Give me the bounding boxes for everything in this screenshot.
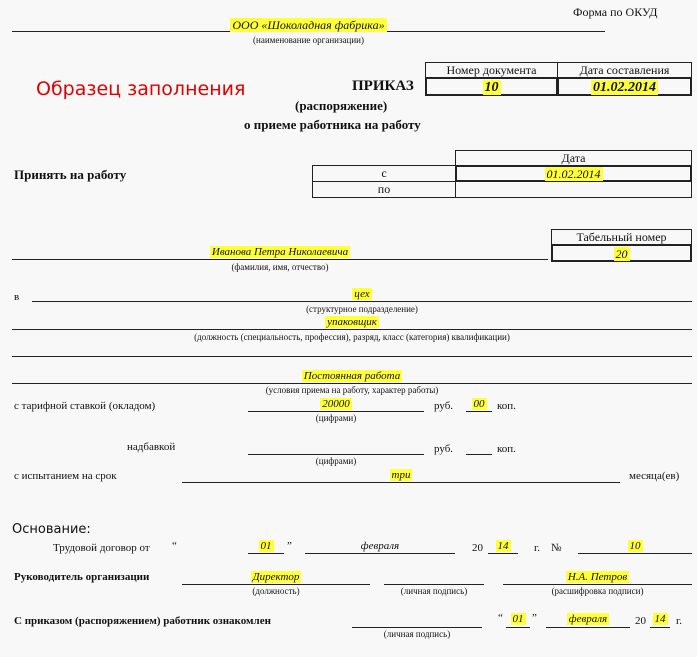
head-label: Руководитель организации (14, 571, 150, 583)
department-value: цех (354, 288, 370, 300)
doc-number-header: Номер документа (425, 62, 558, 78)
head-position-line (182, 584, 370, 585)
contract-day-value: 01 (260, 540, 272, 552)
hire-label: Принять на работу (14, 167, 127, 182)
hire-to-label: по (312, 181, 456, 198)
contract-month-line (305, 553, 455, 554)
contract-year-prefix: 20 (472, 542, 483, 554)
org-name-caption: (наименование организации) (253, 35, 364, 45)
ack-day-line (506, 627, 530, 628)
contract-year-field[interactable] (488, 540, 518, 552)
name-caption: (фамилия, имя, отчество) (231, 262, 329, 272)
ack-quote-open: “ (498, 612, 503, 624)
position-line (12, 329, 692, 330)
contract-number-line (578, 553, 692, 554)
tab-number-value: 20 (615, 247, 628, 261)
basis-label: Основание: (12, 522, 91, 537)
head-name-caption: (расшифровка подписи) (551, 586, 644, 596)
contract-label: Трудовой договор от (53, 542, 150, 554)
work-type-value: Постоянная работа (303, 370, 401, 382)
contract-day-line (248, 553, 284, 554)
bonus-kop-label: коп. (497, 443, 516, 455)
contract-number-value: 10 (629, 540, 641, 552)
position-caption: (должность (специальность, профессия), разряд, класс (категория) квалификации) (194, 332, 510, 342)
salary-label: с тарифной ставкой (окладом) (14, 400, 156, 412)
months-label: месяца(ев) (629, 470, 680, 482)
head-position-field[interactable] (182, 571, 370, 583)
ack-year-value: 14 (654, 613, 666, 625)
contract-quote-open: “ (172, 540, 177, 552)
ack-year-field[interactable] (650, 613, 670, 625)
department-caption: (структурное подразделение) (306, 304, 418, 314)
ack-year-prefix: 20 (635, 615, 646, 627)
contract-year-value: 14 (497, 540, 509, 552)
ack-day-value: 01 (512, 613, 524, 625)
full-name-value: Иванова Петра Николаевича (211, 246, 349, 258)
department-line (32, 301, 692, 302)
in-label: в (14, 291, 20, 303)
trial-field[interactable] (182, 469, 620, 481)
ack-signature-caption: (личная подпись) (383, 629, 451, 639)
salary-kop-value: 00 (473, 398, 485, 410)
order-about: о приеме работника на работу (244, 117, 421, 132)
bonus-line (248, 454, 424, 455)
tab-number-header: Табельный номер (551, 229, 692, 245)
ack-month-line (546, 627, 630, 628)
salary-digits-caption: (цифрами) (315, 413, 357, 423)
contract-month-field[interactable] (305, 540, 455, 552)
head-position-caption: (должность) (252, 586, 300, 596)
contract-year-line (488, 553, 518, 554)
head-position-value: Директор (252, 571, 300, 583)
order-title: ПРИКАЗ (352, 78, 414, 94)
work-type-line (12, 383, 692, 384)
hire-from-value: 01.02.2014 (546, 167, 601, 181)
contract-number-field[interactable] (578, 540, 692, 552)
salary-kop-label: коп. (497, 400, 516, 412)
doc-number-value: 10 (484, 80, 499, 95)
sample-label: Образец заполнения (36, 78, 246, 100)
contract-month-value: февраля (360, 540, 400, 552)
trial-value: три (391, 469, 411, 481)
contract-number-sign: № (551, 542, 562, 554)
bonus-rub-label: руб. (434, 443, 454, 455)
order-subtitle: (распоряжение) (295, 98, 388, 113)
ack-day-field[interactable] (506, 613, 530, 625)
salary-rub-field[interactable] (248, 398, 424, 410)
head-name-line (503, 584, 692, 585)
okud-label: Форма по ОКУД (573, 5, 658, 19)
work-type-caption: (условия приема на работу, характер работы) (265, 385, 439, 395)
work-type-field[interactable] (12, 370, 692, 382)
salary-rub-label: руб. (434, 400, 454, 412)
salary-line (248, 411, 424, 412)
name-line (12, 259, 548, 260)
contract-day-field[interactable] (248, 540, 284, 552)
ack-quote-close: ” (532, 612, 537, 624)
head-name-value: Н.А. Петров (567, 571, 628, 583)
head-name-field[interactable] (503, 571, 692, 583)
contract-quote-close: ” (287, 540, 292, 552)
salary-kop-field[interactable] (466, 398, 492, 410)
tab-number-field[interactable] (551, 244, 692, 262)
contract-year-suffix: г. (534, 542, 541, 554)
ack-signature-line[interactable] (352, 627, 482, 628)
org-name-value: ООО «Шоколадная фабрика» (232, 18, 385, 32)
position-value: упаковщик (327, 316, 377, 328)
full-name-field[interactable] (12, 246, 548, 258)
salary-kop-line (466, 411, 492, 412)
position-extra-line (12, 356, 692, 357)
ack-year-suffix: г. (676, 615, 683, 627)
ack-month-field[interactable] (546, 613, 630, 625)
doc-date-value: 01.02.2014 (593, 80, 656, 95)
hire-to-field[interactable] (455, 181, 692, 198)
trial-line (182, 482, 620, 483)
ack-label: С приказом (распоряжением) работник ознакомлен (14, 615, 271, 627)
position-field[interactable] (12, 316, 692, 328)
salary-rub-value: 20000 (322, 398, 350, 410)
org-name-field[interactable] (12, 18, 605, 33)
hire-from-label: с (312, 165, 456, 182)
doc-date-header: Дата составления (557, 62, 692, 78)
ack-year-line (650, 627, 670, 628)
bonus-label: надбавкой (127, 441, 176, 453)
head-signature-caption: (личная подпись) (400, 586, 468, 596)
bonus-digits-caption: (цифрами) (315, 456, 357, 466)
head-signature-line[interactable] (384, 584, 484, 585)
trial-label: с испытанием на срок (14, 470, 117, 482)
ack-month-value: февраля (568, 613, 608, 625)
bonus-kop-line (466, 454, 492, 455)
hire-from-field[interactable] (455, 165, 692, 182)
hire-date-header: Дата (455, 150, 692, 166)
doc-number-field[interactable] (425, 77, 558, 96)
department-field[interactable] (32, 288, 692, 300)
doc-date-field[interactable] (557, 77, 692, 96)
